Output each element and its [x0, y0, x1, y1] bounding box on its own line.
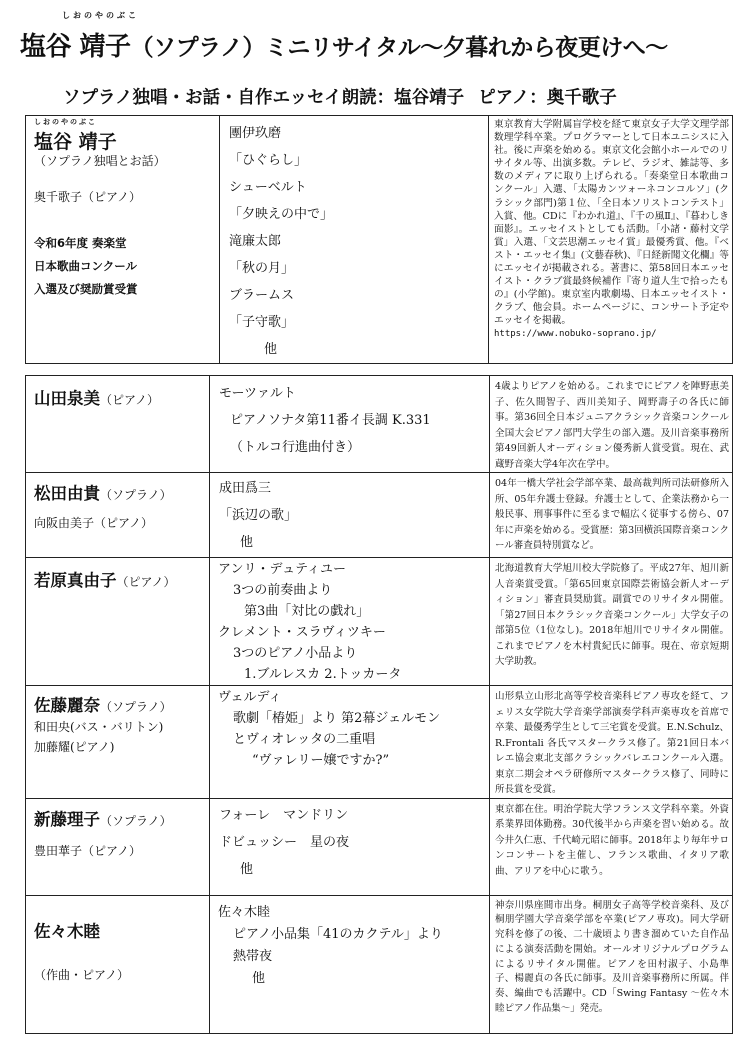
performer-role: （ソプラノ独唱とお話）	[34, 154, 166, 168]
title-main: 塩谷 靖子	[20, 32, 131, 62]
program-line: モーツァルト	[219, 386, 296, 401]
performer-name: 塩谷 靖子	[34, 131, 117, 153]
program-line: 團伊玖磨	[229, 126, 282, 141]
program-line: 他	[252, 970, 266, 986]
bio-text: 04年一橋大学社会学部卒業、最高裁判所司法研修所入所、05年弁護士登録。弁護士として、企業法務から一般民事、刑事事件に至るまで幅広く従事する傍ら、07年に声楽を始める。受賞歴：第3回横浜国際音楽コンクール審査員特別賞など。	[495, 478, 729, 551]
table-row	[26, 558, 733, 686]
program-line: ブラームス	[229, 288, 295, 303]
performer-cell	[26, 473, 210, 558]
program-cell	[210, 376, 490, 473]
program-line: 熱帯夜	[233, 948, 273, 964]
page-title	[20, 26, 732, 63]
performer-extra: （作曲・ピアノ）	[34, 967, 130, 982]
program-line: 第3曲「対比の戯れ」	[244, 604, 370, 619]
program-line: 「夕映えの中で」	[229, 207, 334, 222]
performer-cell	[26, 376, 210, 473]
bio-body: 東京教育大学附属盲学校を経て東京女子大学文理学部数理学科卒業。プログラマーとして日本ユニシスに入社。後に声楽を始める。東京文化会館小ホールでのリサイタル等、出演多数。テレビ、ラジオ、雑誌等、多数のメディアに取り上げられる。「奏楽堂日本歌曲コンクール」入選、「太陽カンツォーネコンコルソ」(クラシック部門)第１位、「全日本ソリストコンテスト」入賞、他。CDに『わかれ道』、『千の風Ⅱ』、『暮わしき面影』。エッセイストとしても活動。「小諸・藤村文学賞」入選、「文芸思潮エッセイ賞」最優秀賞、他。『ベスト・エッセイ集』(文藝春秋)、『日経新聞文化欄』等にエッセイが掲載される。著書に、第58回日本エッセイスト・クラブ賞最終候補作『寄り道人生で拾ったもの』(小学館)。東京室内歌劇場、日本エッセイスト・クラブ、他会員。ホームページに、コンサート予定やエッセイを掲載。	[494, 119, 729, 327]
award-line: 入選及び奨励賞受賞	[34, 282, 138, 296]
homepage-link[interactable]: https://www.nobuko-soprano.jp/	[494, 328, 657, 339]
program-line: ピアノソナタ第11番イ長調 K.331	[230, 413, 431, 428]
program-line: ピアノ小品集「41のカクテル」より	[233, 926, 443, 942]
bio-text: 神奈川県座間市出身。桐朋女子高等学校音楽科、及び桐朋学園大学音楽学部を卒業(ピアノ専攻)。同大学研究科を修了の後、二十歳頃より書き溜めていた自作品による演奏活動を開始。オールオリジナルプログラムによるリサイタル開催。ピアノを田村淑子、小島準子、楊麗貞の各氏に師事。及川音楽事務所に所属。伴奏、編曲でも活躍中。CD「Swing Fantasy ～佐々木睦ピアノ作品集～」発売。	[495, 899, 729, 1015]
bio-text: 東京都在住。明治学院大学フランス文学科卒業。外資系業界団体勤務。30代後半から声楽を習い始める。故今井久仁恵、千代崎元昭に師事。2018年より毎年サロンコンサートを主催し、フランス歌曲、イタリア歌曲、アリアを中心に歌う。	[495, 803, 729, 877]
performer-role: （ソプラノ）	[100, 488, 172, 502]
program-line: 3つのピアノ小品より	[233, 646, 358, 661]
bio-text: 山形県立山形北高等学校音楽科ピアノ専攻を経て、フェリス女学院大学音楽学部演奏学科声楽専攻を首席で卒業、最優秀学生として三宅賞を受賞。E.N.Schulz、R.Frontali 各氏マスタークラス修了。第21回日本バレエ協会東北支部クラシックバレエコンクール入選。東京二期会オペラ研修所マスタークラス修了、同時に所長賞を受賞。	[495, 691, 729, 795]
performer-cell	[26, 686, 210, 799]
program-line: とヴィオレッタの二重唱	[233, 732, 376, 747]
program-line: 「ひぐらし」	[229, 153, 308, 168]
performer-name: 新藤理子	[34, 809, 100, 829]
bio-cell	[490, 558, 733, 686]
performer-cell	[26, 558, 210, 686]
subtitle-roles: ソプラノ独唱・お話・自作エッセイ朗読：塩谷靖子	[63, 88, 465, 108]
program-line: （トルコ行進曲付き）	[230, 440, 361, 455]
bio-cell	[490, 798, 733, 895]
program-line: 佐々木睦	[218, 904, 271, 920]
program-line: ヴェルディ	[218, 690, 282, 705]
performer-name: 佐々木睦	[34, 921, 100, 941]
program-cell	[210, 558, 490, 686]
performer-cell	[26, 116, 220, 364]
table-row	[26, 895, 733, 1033]
program-line: 成田爲三	[219, 481, 272, 496]
table-row	[26, 798, 733, 895]
bio-text: 4歳よりピアノを始める。これまでにピアノを陣野恵美子、佐久間智子、西川美知子、岡野壽子の各氏に師事。第36回全日本ジュニアクラシック音楽コンクール全国大会ピアノ部門大学生の部入選。及川音楽事務所第49回新人オーディション優秀新人賞受賞。現在、武蔵野音楽大学4年次在学中。	[495, 381, 729, 470]
program-line: 歌劇「椿姫」より 第2幕ジェルモン	[233, 711, 441, 726]
pianist-name: 向阪由美子（ピアノ）	[34, 516, 154, 530]
program-line: 3つの前奏曲より	[233, 583, 333, 598]
award-line: 令和6年度 奏楽堂	[34, 236, 127, 250]
bio-text	[489, 116, 732, 341]
program-line: 1.ブルレスカ 2.トッカータ	[244, 667, 402, 682]
program-cell	[210, 473, 490, 558]
award-block	[34, 232, 138, 301]
pianist-name: 奥千歌子（ピアノ）	[34, 190, 142, 204]
program-line: フォーレ マンドリン	[219, 807, 349, 823]
performer-role: （ソプラノ）	[100, 700, 172, 714]
performer-role: （ピアノ）	[100, 393, 160, 407]
performer-cell	[26, 895, 210, 1033]
performers-table	[25, 375, 733, 1034]
program-cell	[220, 116, 489, 364]
performer-name: 山田泉美	[34, 389, 100, 408]
performer-name: 松田由貴	[34, 484, 100, 503]
pianist-name: 加藤耀(ピアノ)	[34, 740, 115, 754]
table-row	[26, 376, 733, 473]
program-line: クレメント・スラヴィツキー	[218, 625, 386, 640]
program-line: 「浜辺の歌」	[219, 508, 298, 523]
bio-cell	[489, 116, 733, 364]
performer-extra: 和田央(バス・バリトン)	[34, 720, 164, 734]
title-rest: （ソプラノ）ミニリサイタル～夕暮れから夜更けへ～	[130, 35, 668, 61]
program-line: ドビュッシー 星の夜	[219, 834, 350, 850]
bio-cell	[490, 473, 733, 558]
subtitle	[63, 84, 617, 109]
bio-cell	[490, 686, 733, 799]
program-cell	[210, 798, 490, 895]
program-line: 他	[240, 861, 254, 877]
program-line: アンリ・デュティユー	[218, 562, 347, 577]
performer-name: 若原真由子	[34, 571, 117, 590]
performer-ruby: しおのやのぶこ	[34, 118, 97, 126]
bio-cell	[490, 376, 733, 473]
program-cell	[210, 895, 490, 1033]
program-line: 「子守歌」	[229, 315, 295, 330]
performer-name: 佐藤麗奈	[34, 696, 100, 715]
program-line: 他	[240, 535, 254, 550]
title-ruby: しおのやのぶこ	[62, 11, 139, 20]
table-row	[26, 473, 733, 558]
program-cell	[210, 686, 490, 799]
award-line: 日本歌曲コンクール	[34, 259, 138, 273]
performer-cell	[26, 798, 210, 895]
program-line: 「秋の月」	[229, 261, 295, 276]
bio-cell	[490, 895, 733, 1033]
subtitle-piano: ピアノ：奥千歌子	[478, 88, 617, 108]
program-line: 他	[264, 342, 278, 357]
main-performer-table	[25, 115, 733, 364]
performer-role: （ソプラノ）	[100, 813, 172, 828]
pianist-name: 豊田華子（ピアノ）	[34, 843, 142, 858]
performer-role: （ピアノ）	[116, 575, 176, 589]
table-row	[26, 686, 733, 799]
program-line: シューベルト	[229, 180, 307, 195]
program-line: 滝廉太郎	[229, 234, 282, 249]
program-line: “ヴァレリー嬢ですか?”	[252, 753, 390, 768]
bio-text: 北海道教育大学旭川校大学院修了。平成27年、旭川新人音楽賞受賞。「第65回東京国際芸術協会新人オーディション」審査員奨励賞。副賞でのリサイタル開催。「第27回日本クラシック音楽コンクール」大学女子の部第5位（1位なし)。2018年旭川でリサイタル開催。これまでピアノを木村貴紀氏に師事。現在、帝京短期大学助教。	[495, 563, 729, 667]
